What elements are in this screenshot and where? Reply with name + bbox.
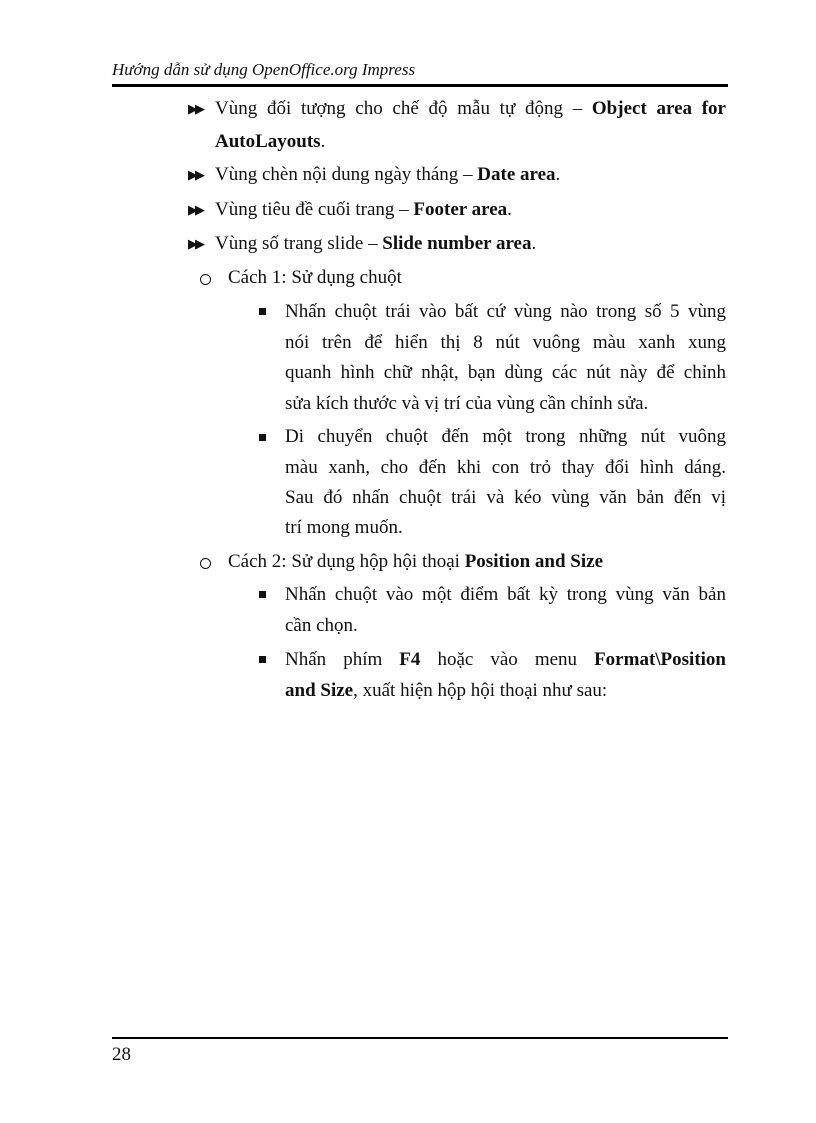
square-bullet-icon [259, 656, 266, 663]
method1-step2-line1: Di chuyển chuột đến một trong những nút vuông [285, 426, 726, 447]
method1-step2-line3: Sau đó nhấn chuột trái và kéo vùng văn bản đến vị [285, 487, 726, 508]
circle-bullet-icon [200, 274, 211, 285]
running-header: Hướng dẫn sử dụng OpenOffice.org Impress [112, 60, 416, 79]
bullet-slide-number-area: Vùng số trang slide – Slide number area. [215, 233, 537, 254]
header-rule [112, 84, 728, 87]
method2-step2-line2: and Size, xuất hiện hộp hội thoại như sau: [285, 680, 608, 701]
double-arrow-bullet-icon: ▶▶ [188, 236, 202, 251]
method1-step2-line4: trí mong muốn. [285, 517, 403, 538]
method1-title: Cách 1: Sử dụng chuột [228, 267, 402, 288]
bullet-object-area-line2: AutoLayouts. [215, 131, 326, 152]
circle-bullet-icon [200, 558, 211, 569]
double-arrow-bullet-icon: ▶▶ [188, 202, 202, 217]
method2-title: Cách 2: Sử dụng hộp hội thoại Position and Size [228, 551, 604, 572]
method1-step2-line2: màu xanh, cho đến khi con trỏ thay đổi hình dáng. [285, 457, 726, 478]
bullet-object-area-line1: Vùng đối tượng cho chế độ mẫu tự động – Object area for [215, 98, 726, 119]
method2-step2-line1: Nhấn phím F4 hoặc vào menu Format\Position [285, 649, 727, 670]
page-number: 28 [112, 1044, 131, 1065]
square-bullet-icon [259, 591, 266, 598]
double-arrow-bullet-icon: ▶▶ [188, 167, 202, 182]
bullet-footer-area: Vùng tiêu đề cuối trang – Footer area. [215, 199, 512, 220]
double-arrow-bullet-icon: ▶▶ [188, 101, 202, 116]
method1-step1-line1: Nhấn chuột trái vào bất cứ vùng nào trong số 5 vùng [285, 301, 726, 322]
square-bullet-icon [259, 308, 266, 315]
method1-step1-line2: nói trên để hiển thị 8 nút vuông màu xanh xung [285, 332, 726, 353]
bullet-date-area: Vùng chèn nội dung ngày tháng – Date area. [215, 164, 561, 185]
footer-rule [112, 1037, 728, 1039]
method1-step1-line3: quanh hình chữ nhật, bạn dùng các nút này để chỉnh [285, 362, 726, 383]
method1-step1-line4: sửa kích thước và vị trí của vùng cần chỉnh sửa. [285, 393, 649, 414]
method2-step1-line2: cần chọn. [285, 615, 358, 636]
square-bullet-icon [259, 434, 266, 441]
method2-step1-line1: Nhấn chuột vào một điểm bất kỳ trong vùng văn bản [285, 584, 726, 605]
